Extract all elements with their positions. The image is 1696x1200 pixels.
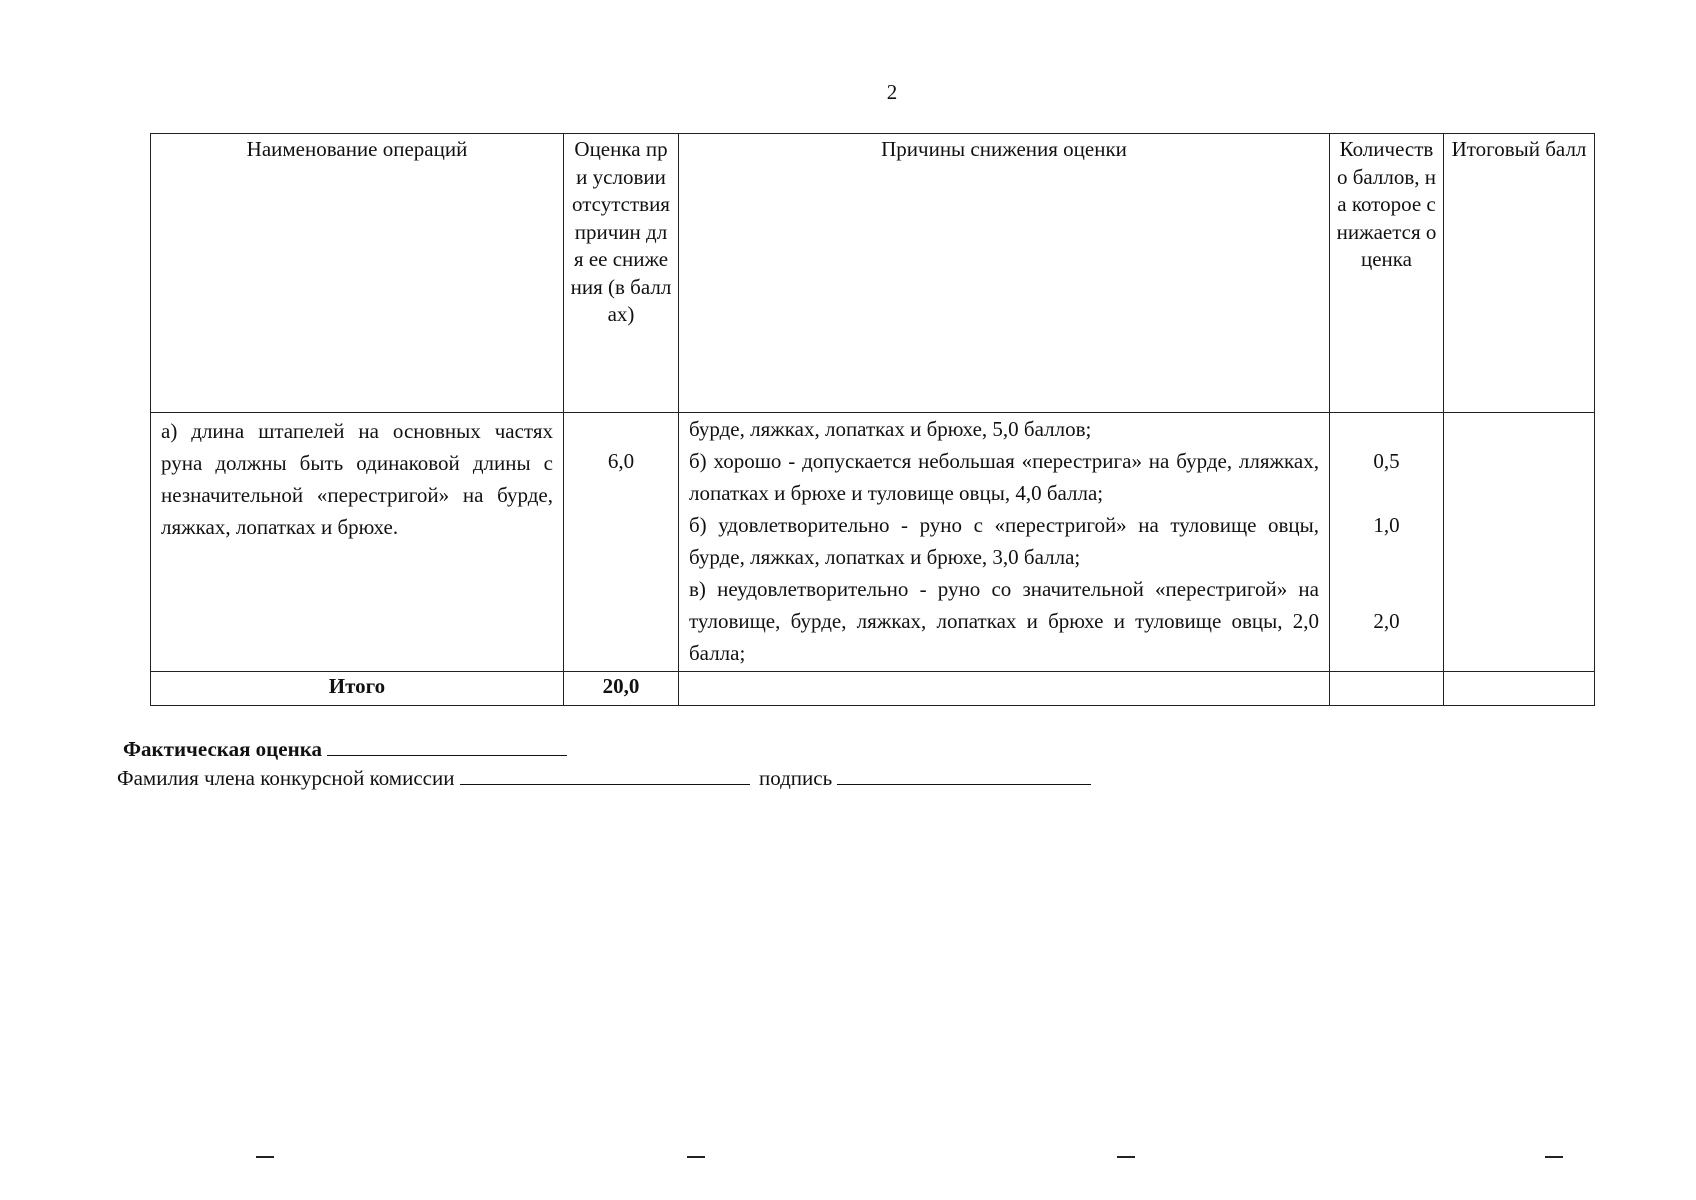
page-number: 2: [886, 80, 898, 104]
total-quantity-empty: [1330, 672, 1444, 706]
scan-mark: [256, 1156, 274, 1158]
header-operation: Наименование операций: [151, 134, 564, 413]
scan-mark: [1117, 1156, 1135, 1158]
actual-score-label: Фактическая оценка: [123, 737, 322, 761]
quantity-value: 0,5: [1373, 449, 1400, 473]
actual-score-field[interactable]: [327, 735, 567, 756]
total-row: [151, 672, 1595, 706]
total-final-empty: [1444, 672, 1595, 706]
header-score: Оценка при условии отсутствия причин для ее снижения (в баллах): [564, 134, 679, 413]
score-value: 6,0: [607, 449, 635, 473]
actual-score-line: [123, 735, 1091, 764]
operation-text: а) длина штапелей на основных частях руна должны быть одинаковой длины с незначительной «перестригой» на бурде, ляжках, лопатках и брюхе.: [161, 419, 553, 539]
header-reasons: Причины снижения оценки: [679, 134, 1330, 413]
total-cell: [1444, 413, 1595, 672]
quantity-value: 1,0: [1373, 513, 1400, 537]
reason-item: б) удовлетворительно - руно с «перестригой» на туловище овцы, бурде, ляжках, лопатках и брюхе, 3,0 балла;: [689, 513, 1319, 569]
score-cell: [564, 413, 679, 672]
reason-item: в) неудовлетворительно - руно со значительной «перестригой» на туловище, бурде, ляжках, лопатках и брюхе и туловище овцы, 2,0 балла;: [689, 577, 1319, 665]
signature-label: подпись: [758, 766, 833, 790]
evaluation-table: [150, 133, 1595, 706]
table-header-row: [151, 134, 1595, 413]
member-name-field[interactable]: [460, 764, 750, 785]
commission-member-line: [117, 764, 1091, 793]
reason-item: б) хорошо - допускается небольшая «перестрига» на бурде, лляжках, лопатках и брюхе и туловище овцы, 4,0 балла;: [689, 449, 1319, 505]
reasons-list: [679, 413, 1329, 669]
header-total: Итоговый балл: [1444, 134, 1595, 413]
scan-mark: [1545, 1156, 1563, 1158]
reasons-cell: [679, 413, 1330, 672]
quantity-value: 2,0: [1373, 609, 1400, 633]
table-row: [151, 413, 1595, 672]
total-score: 20,0: [564, 672, 679, 706]
quantity-cell: [1330, 413, 1444, 672]
total-label: Итого: [151, 672, 564, 706]
header-quantity: Количество баллов, на которое снижается оценка: [1330, 134, 1444, 413]
operation-cell: [151, 413, 564, 672]
signature-block: [117, 735, 1091, 793]
reason-item: бурде, ляжках, лопатках и брюхе, 5,0 баллов;: [689, 417, 1092, 441]
total-reasons-empty: [679, 672, 1330, 706]
member-name-label: Фамилия члена конкурсной комиссии: [117, 766, 455, 790]
scan-mark: [687, 1156, 705, 1158]
signature-field[interactable]: [837, 764, 1091, 785]
